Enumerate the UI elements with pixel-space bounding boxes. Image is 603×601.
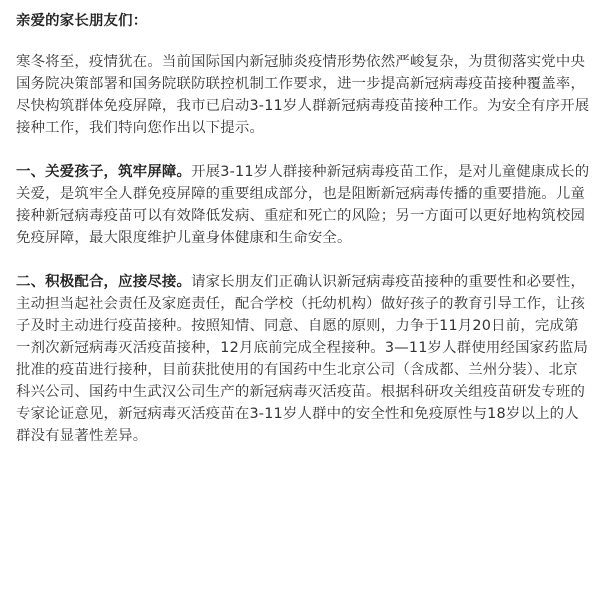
section-1-line: 接种新冠病毒疫苗可以有效降低发病、重症和死亡的风险；另一方面可以更好地构筑校园 bbox=[16, 208, 586, 224]
section-2-line: 科兴公司、国药中生武汉公司生产的新冠病毒灭活疫苗。根据科研攻关组疫苗研发专班的 bbox=[16, 384, 586, 400]
section-2-line: 群没有显著性差异。 bbox=[16, 428, 148, 444]
intro-paragraph bbox=[16, 51, 590, 139]
section-1-paragraph bbox=[16, 161, 590, 249]
section-2-line: 专家论证意见，新冠病毒灭活疫苗在3-11岁人群中的安全性和免疫原性与18岁以上的人 bbox=[16, 406, 579, 422]
section-2-first-line bbox=[16, 271, 587, 293]
section-2-paragraph bbox=[16, 271, 587, 447]
section-2-lead: 二、积极配合，应接尽接。 bbox=[16, 274, 192, 290]
section-2-line: 主动担当起社会责任及家庭责任，配合学校（托幼机构）做好孩子的教育引导工作，让孩 bbox=[16, 296, 586, 312]
section-1-line: 关爱，是筑牢全人群免疫屏障的重要组成部分，也是阻断新冠病毒传播的重要措施。儿童 bbox=[16, 186, 586, 202]
section-2-first-line-text: 请家长朋友们正确认识新冠病毒疫苗接种的重要性和必要性， bbox=[191, 274, 586, 290]
greeting-heading: 亲爱的家长朋友们： bbox=[16, 13, 148, 29]
section-1-lead: 一、关爱孩子，筑牢屏障。 bbox=[16, 164, 192, 180]
intro-line: 尽快构筑群体免疫屏障，我市已启动3-11岁人群新冠病毒疫苗接种工作。为安全有序开展 bbox=[16, 98, 590, 114]
section-1-line: 免疫屏障，最大限度维护儿童身体健康和生命安全。 bbox=[16, 230, 352, 246]
section-2-line: 子及时主动进行疫苗接种。按照知情、同意、自愿的原则，力争于11月20日前，完成第 bbox=[16, 318, 579, 334]
section-1-first-line-text: 开展3-11岁人群接种新冠病毒疫苗工作，是对儿童健康成长的 bbox=[191, 164, 590, 180]
section-1-first-line bbox=[16, 161, 590, 183]
intro-line: 国务院决策部署和国务院联防联控机制工作要求，进一步提高新冠病毒疫苗接种覆盖率， bbox=[16, 76, 586, 92]
intro-line: 接种工作，我们特向您作出以下提示。 bbox=[16, 120, 265, 136]
intro-line: 寒冬将至，疫情犹在。当前国际国内新冠肺炎疫情形势依然严峻复杂，为贯彻落实党中央 bbox=[16, 54, 586, 70]
section-2-line: 一剂次新冠病毒灭活疫苗接种，12月底前完成全程接种。3—11岁人群使用经国家药监局 bbox=[16, 340, 589, 356]
section-2-line: 批准的疫苗进行接种，目前获批使用的有国药中生北京公司（含成都、兰州分装）、北京 bbox=[16, 362, 578, 378]
